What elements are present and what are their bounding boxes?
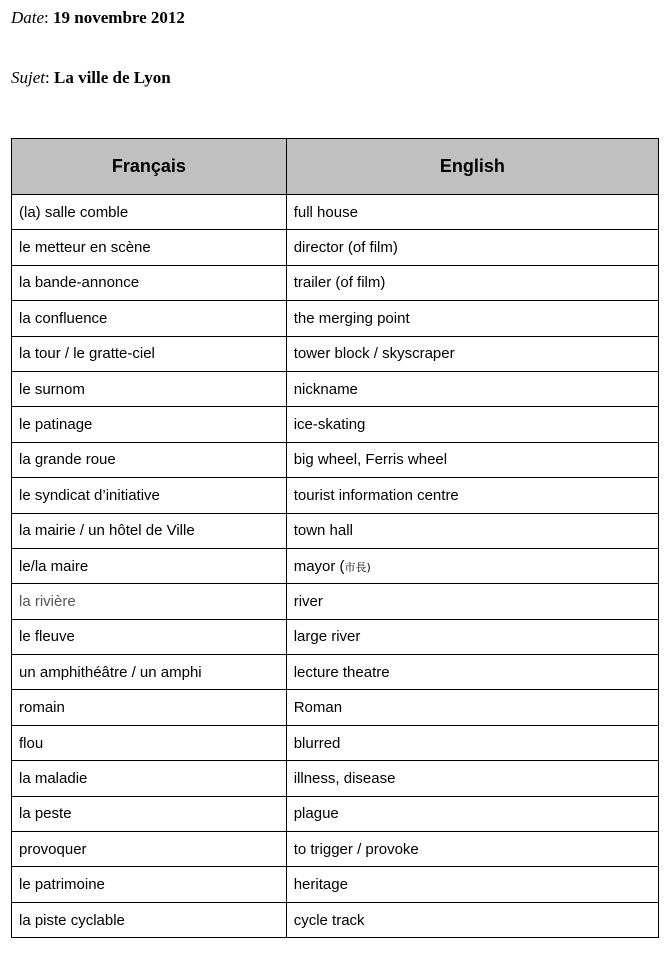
french-term: le surnom (12, 371, 287, 406)
french-term: la mairie / un hôtel de Ville (12, 513, 287, 548)
table-header-row (12, 139, 659, 195)
table-row (12, 301, 659, 336)
table-row (12, 584, 659, 619)
english-term: full house (286, 195, 658, 230)
table-row (12, 548, 659, 583)
english-term: the merging point (286, 301, 658, 336)
french-term: flou (12, 725, 287, 760)
english-term: cycle track (286, 902, 658, 937)
table-row (12, 371, 659, 406)
english-term: large river (286, 619, 658, 654)
french-term: le fleuve (12, 619, 287, 654)
subject-line: Sujet: La ville de Lyon (11, 68, 171, 87)
english-term: heritage (286, 867, 658, 902)
vocabulary-table (11, 138, 659, 938)
table-row (12, 867, 659, 902)
english-term: tower block / skyscraper (286, 336, 658, 371)
french-term-text: le metteur en scène (19, 239, 151, 257)
table-row (12, 832, 659, 867)
table-row (12, 725, 659, 760)
english-term: trailer (of film) (286, 265, 658, 300)
english-term: ice-skating (286, 407, 658, 442)
french-term (12, 230, 287, 265)
english-term: town hall (286, 513, 658, 548)
table-row (12, 407, 659, 442)
date-value: 19 novembre 2012 (53, 8, 185, 27)
subject-label: Sujet (11, 68, 45, 87)
english-term (286, 548, 658, 583)
table-row (12, 513, 659, 548)
column-header-french: Français (12, 139, 287, 195)
table-row (12, 655, 659, 690)
column-header-english: English (286, 139, 658, 195)
date-label: Date (11, 8, 45, 27)
date-line: Date: 19 novembre 2012 (11, 8, 185, 27)
table-row (12, 690, 659, 725)
table-row (12, 796, 659, 831)
table-row (12, 761, 659, 796)
french-term: provoquer (12, 832, 287, 867)
french-term: le patinage (12, 407, 287, 442)
english-term: illness, disease (286, 761, 658, 796)
table-row (12, 336, 659, 371)
french-term: la tour / le gratte-ciel (12, 336, 287, 371)
english-term: tourist information centre (286, 478, 658, 513)
english-term-text: mayor ( (293, 557, 345, 575)
english-term: plague (286, 796, 658, 831)
french-term: romain (12, 690, 287, 725)
english-term: lecture theatre (286, 655, 658, 690)
japanese-annotation: 市長) (344, 560, 371, 574)
french-term: le patrimoine (12, 867, 287, 902)
subject-value: La ville de Lyon (53, 68, 171, 87)
english-term: river (286, 584, 658, 619)
french-term: un amphithéâtre / un amphi (12, 655, 287, 690)
english-term: nickname (286, 371, 658, 406)
english-term: big wheel, Ferris wheel (286, 442, 658, 477)
english-term: Roman (286, 690, 658, 725)
french-term: la maladie (12, 761, 287, 796)
table-row (12, 619, 659, 654)
table-row (12, 902, 659, 937)
table-row (12, 230, 659, 265)
french-term: la confluence (12, 301, 287, 336)
french-term: (la) salle comble (12, 195, 287, 230)
table-row (12, 195, 659, 230)
table-row (12, 442, 659, 477)
french-term: le/la maire (12, 548, 287, 583)
french-term: le syndicat d’initiative (12, 478, 287, 513)
table-row (12, 478, 659, 513)
english-term: director (of film) (286, 230, 658, 265)
french-term: la grande roue (12, 442, 287, 477)
french-term: la rivière (12, 584, 287, 619)
french-term: la piste cyclable (12, 902, 287, 937)
english-term: to trigger / provoke (286, 832, 658, 867)
english-term: blurred (286, 725, 658, 760)
table-row (12, 265, 659, 300)
french-term: la peste (12, 796, 287, 831)
french-term: la bande-annonce (12, 265, 287, 300)
